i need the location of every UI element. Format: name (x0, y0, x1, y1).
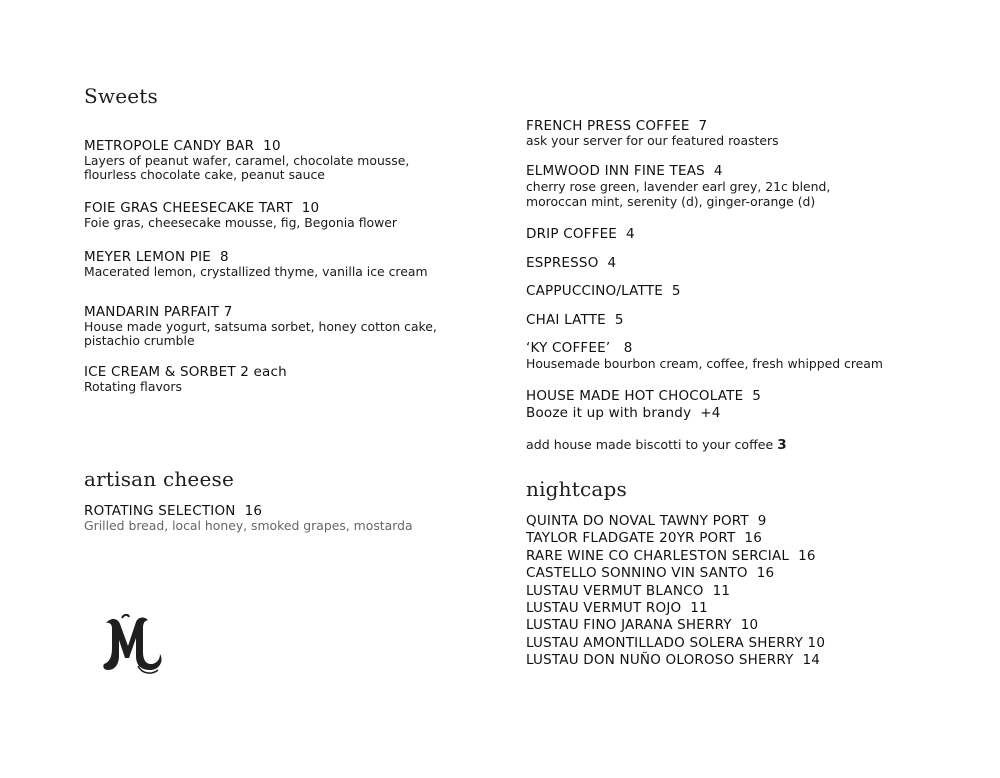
nightcap-item: LUSTAU AMONTILLADO SOLERA SHERRY 10 (526, 634, 826, 651)
menu-item-elmwood-inn-fine-teas (526, 163, 830, 209)
menu-item-chai-latte: CHAI LATTE 5 (526, 312, 624, 328)
biscotti-price: 3 (777, 437, 787, 453)
menu-item-metropole-candy-bar (84, 138, 409, 182)
item-desc: Foie gras, cheesecake mousse, fig, Begonia flower (84, 215, 397, 230)
menu-item-rotating-selection (84, 503, 413, 533)
item-desc: flourless chocolate cake, peanut sauce (84, 167, 325, 182)
item-desc: Macerated lemon, crystallized thyme, vanilla ice cream (84, 264, 428, 279)
item-addon: Booze it up with brandy +4 (526, 405, 721, 421)
m-monogram-icon (98, 612, 168, 676)
item-desc: Housemade bourbon cream, coffee, fresh whipped cream (526, 356, 883, 371)
menu-item-hot-chocolate (526, 388, 761, 421)
item-name: ‘KY COFFEE’ 8 (526, 340, 633, 356)
item-name: FRENCH PRESS COFFEE 7 (526, 118, 708, 134)
biscotti-note (526, 437, 787, 453)
menu-item-ice-cream-sorbet (84, 364, 287, 394)
nightcap-item: LUSTAU DON NUÑO OLOROSO SHERRY 14 (526, 652, 821, 669)
item-name: ELMWOOD INN FINE TEAS 4 (526, 163, 723, 179)
item-desc: House made yogurt, satsuma sorbet, honey cotton cake, (84, 319, 437, 334)
cheese-title: artisan cheese (84, 467, 234, 491)
nightcap-item: QUINTA DO NOVAL TAWNY PORT 9 (526, 513, 767, 529)
menu-item-foie-gras-cheesecake-tart (84, 200, 397, 230)
menu-item-french-press-coffee (526, 118, 779, 148)
menu-item-espresso: ESPRESSO 4 (526, 255, 617, 271)
item-name: MANDARIN PARFAIT 7 (84, 304, 233, 320)
menu-item-meyer-lemon-pie (84, 249, 428, 279)
menu-item-ky-coffee (526, 340, 883, 371)
item-name: ROTATING SELECTION 16 (84, 503, 263, 519)
nightcaps-title: nightcaps (526, 477, 627, 501)
nightcap-item: LUSTAU VERMUT BLANCO 11 (526, 582, 731, 599)
nightcap-item: TAYLOR FLADGATE 20YR PORT 16 (526, 530, 762, 547)
nightcap-item: CASTELLO SONNINO VIN SANTO 16 (526, 565, 775, 582)
nightcap-item: RARE WINE CO CHARLESTON SERCIAL 16 (526, 547, 816, 564)
item-name: HOUSE MADE HOT CHOCOLATE 5 (526, 388, 762, 404)
item-desc: Grilled bread, local honey, smoked grapes, mostarda (84, 518, 413, 533)
nightcaps-list (526, 513, 825, 670)
item-name: ICE CREAM & SORBET 2 each (84, 364, 287, 380)
restaurant-logo (98, 612, 168, 676)
sweets-title: Sweets (84, 84, 158, 108)
item-desc: moroccan mint, serenity (d), ginger-orange (d) (526, 194, 816, 209)
item-desc: ask your server for our featured roasters (526, 133, 779, 148)
item-desc: pistachio crumble (84, 333, 195, 348)
nightcap-item: LUSTAU FINO JARANA SHERRY 10 (526, 617, 759, 634)
biscotti-text: add house made biscotti to your coffee (526, 437, 778, 452)
menu-item-mandarin-parfait (84, 304, 437, 348)
menu-item-cappuccino-latte: CAPPUCCINO/LATTE 5 (526, 283, 681, 299)
item-name: METROPOLE CANDY BAR 10 (84, 138, 281, 154)
item-desc: Rotating flavors (84, 379, 182, 394)
item-name: MEYER LEMON PIE 8 (84, 249, 229, 265)
menu-item-drip-coffee: DRIP COFFEE 4 (526, 226, 635, 242)
item-desc: Layers of peanut wafer, caramel, chocolate mousse, (84, 153, 410, 168)
item-name: FOIE GRAS CHEESECAKE TART 10 (84, 200, 320, 216)
item-desc: cherry rose green, lavender earl grey, 21c blend, (526, 179, 831, 194)
nightcap-item: LUSTAU VERMUT ROJO 11 (526, 600, 708, 617)
